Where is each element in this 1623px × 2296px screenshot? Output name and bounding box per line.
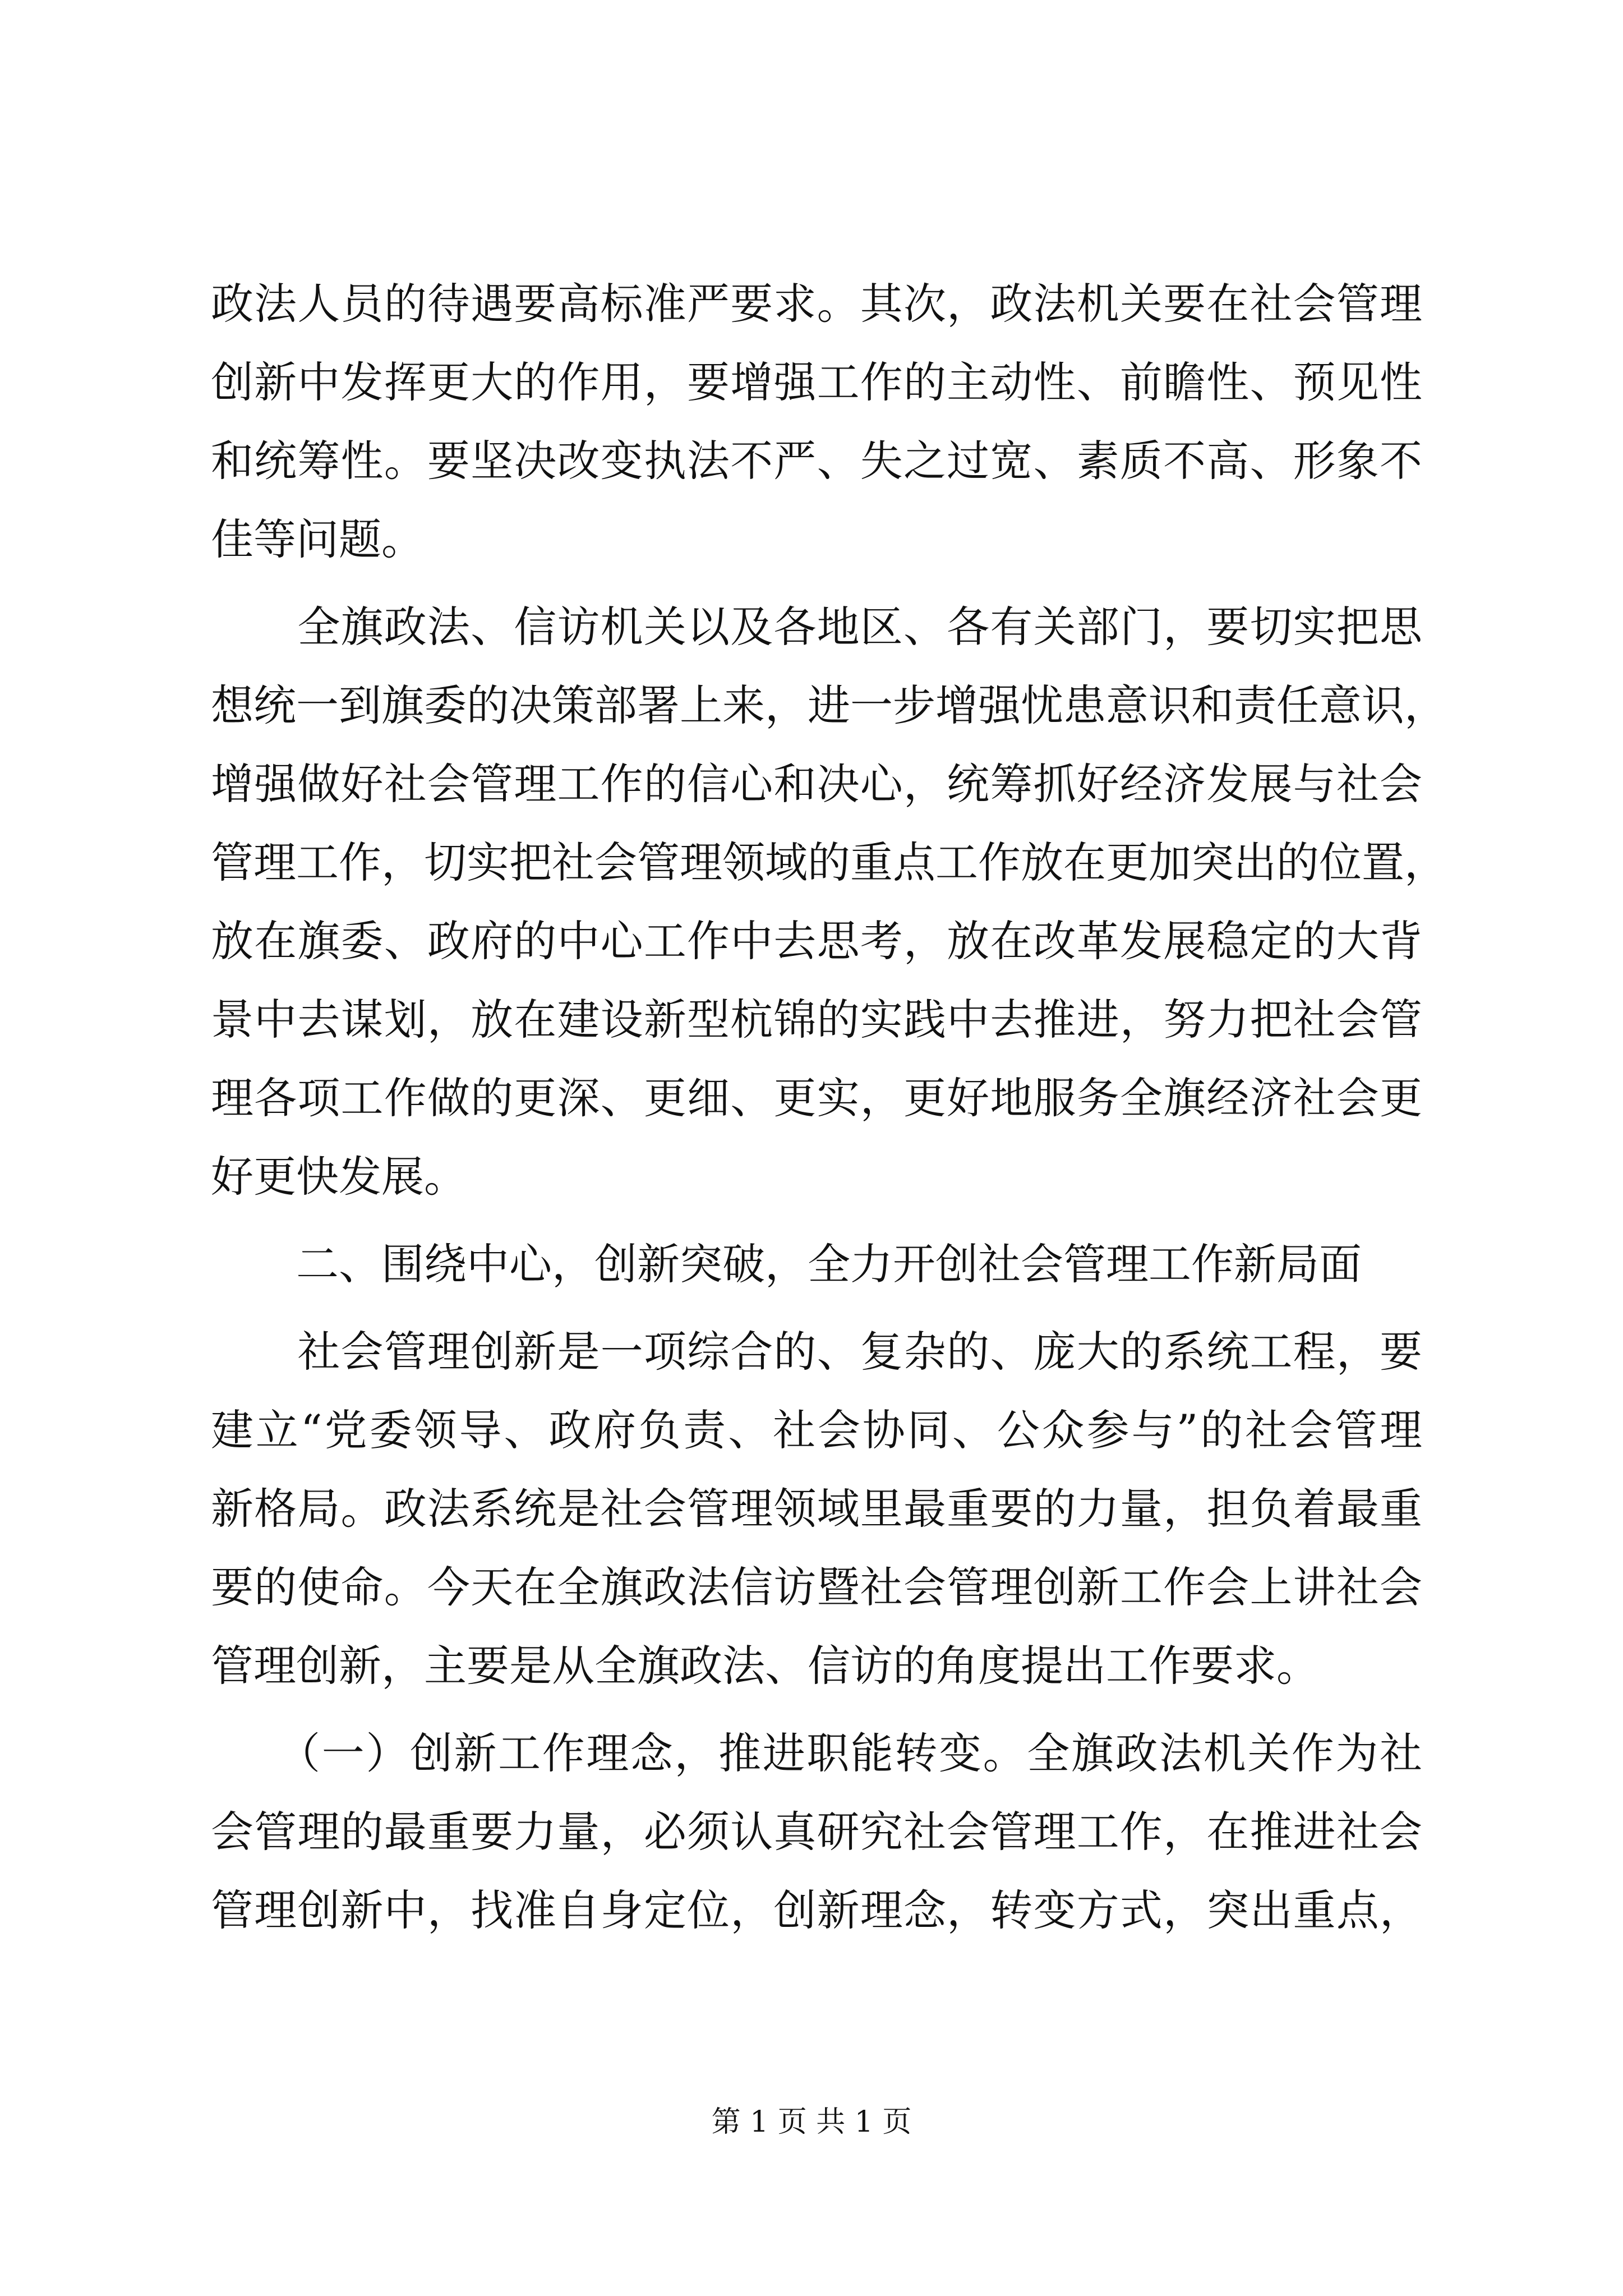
text-line: 管理创新，主要是从全旗政法、信访的角度提出工作要求。	[211, 1641, 1319, 1691]
text-line: 管理创新中，找准自身定位，创新理念，转变方式，突出重点，	[211, 1885, 1422, 1935]
text-line: 理各项工作做的更深、更细、更实，更好地服务全旗经济社会更	[211, 1073, 1422, 1123]
text-line: 景中去谋划，放在建设新型杭锦的实践中去推进，努力把社会管	[211, 995, 1422, 1045]
text-line: 会管理的最重要力量，必须认真研究社会管理工作，在推进社会	[211, 1807, 1422, 1857]
text-line: 增强做好社会管理工作的信心和决心，统筹抓好经济发展与社会	[211, 759, 1422, 809]
text-line: 佳等问题。	[211, 514, 424, 564]
text-line: 建立“党委领导、政府负责、社会协同、公众参与”的社会管理	[211, 1405, 1422, 1455]
text-line: 想统一到旗委的决策部署上来，进一步增强忧患意识和责任意识，	[211, 680, 1447, 730]
text-line: 社会管理创新是一项综合的、复杂的、庞大的系统工程，要	[211, 1327, 1422, 1377]
body-text	[211, 265, 1447, 1950]
text-line: 好更快发展。	[211, 1152, 467, 1202]
text-line: 和统筹性。要坚决改变执法不严、失之过宽、素质不高、形象不	[211, 436, 1422, 486]
section-heading: 二、围绕中心，创新突破，全力开创社会管理工作新局面	[211, 1239, 1362, 1289]
text-line: 新格局。政法系统是社会管理领域里最重要的力量，担负着最重	[211, 1484, 1422, 1534]
page-footer: 第 1 页 共 1 页	[711, 2105, 912, 2139]
text-line: 政法人员的待遇要高标准严要求。其次，政法机关要在社会管理	[211, 279, 1422, 329]
text-line: 全旗政法、信访机关以及各地区、各有关部门，要切实把思	[211, 602, 1422, 652]
text-line: 放在旗委、政府的中心工作中去思考，放在改革发展稳定的大背	[211, 916, 1422, 966]
text-line: 要的使命。今天在全旗政法信访暨社会管理创新工作会上讲社会	[211, 1562, 1422, 1612]
text-line: 创新中发挥更大的作用，要增强工作的主动性、前瞻性、预见性	[211, 357, 1422, 407]
text-line: （一）创新工作理念，推进职能转变。全旗政法机关作为社	[211, 1728, 1422, 1778]
text-line: 管理工作，切实把社会管理领域的重点工作放在更加突出的位置，	[211, 838, 1447, 887]
